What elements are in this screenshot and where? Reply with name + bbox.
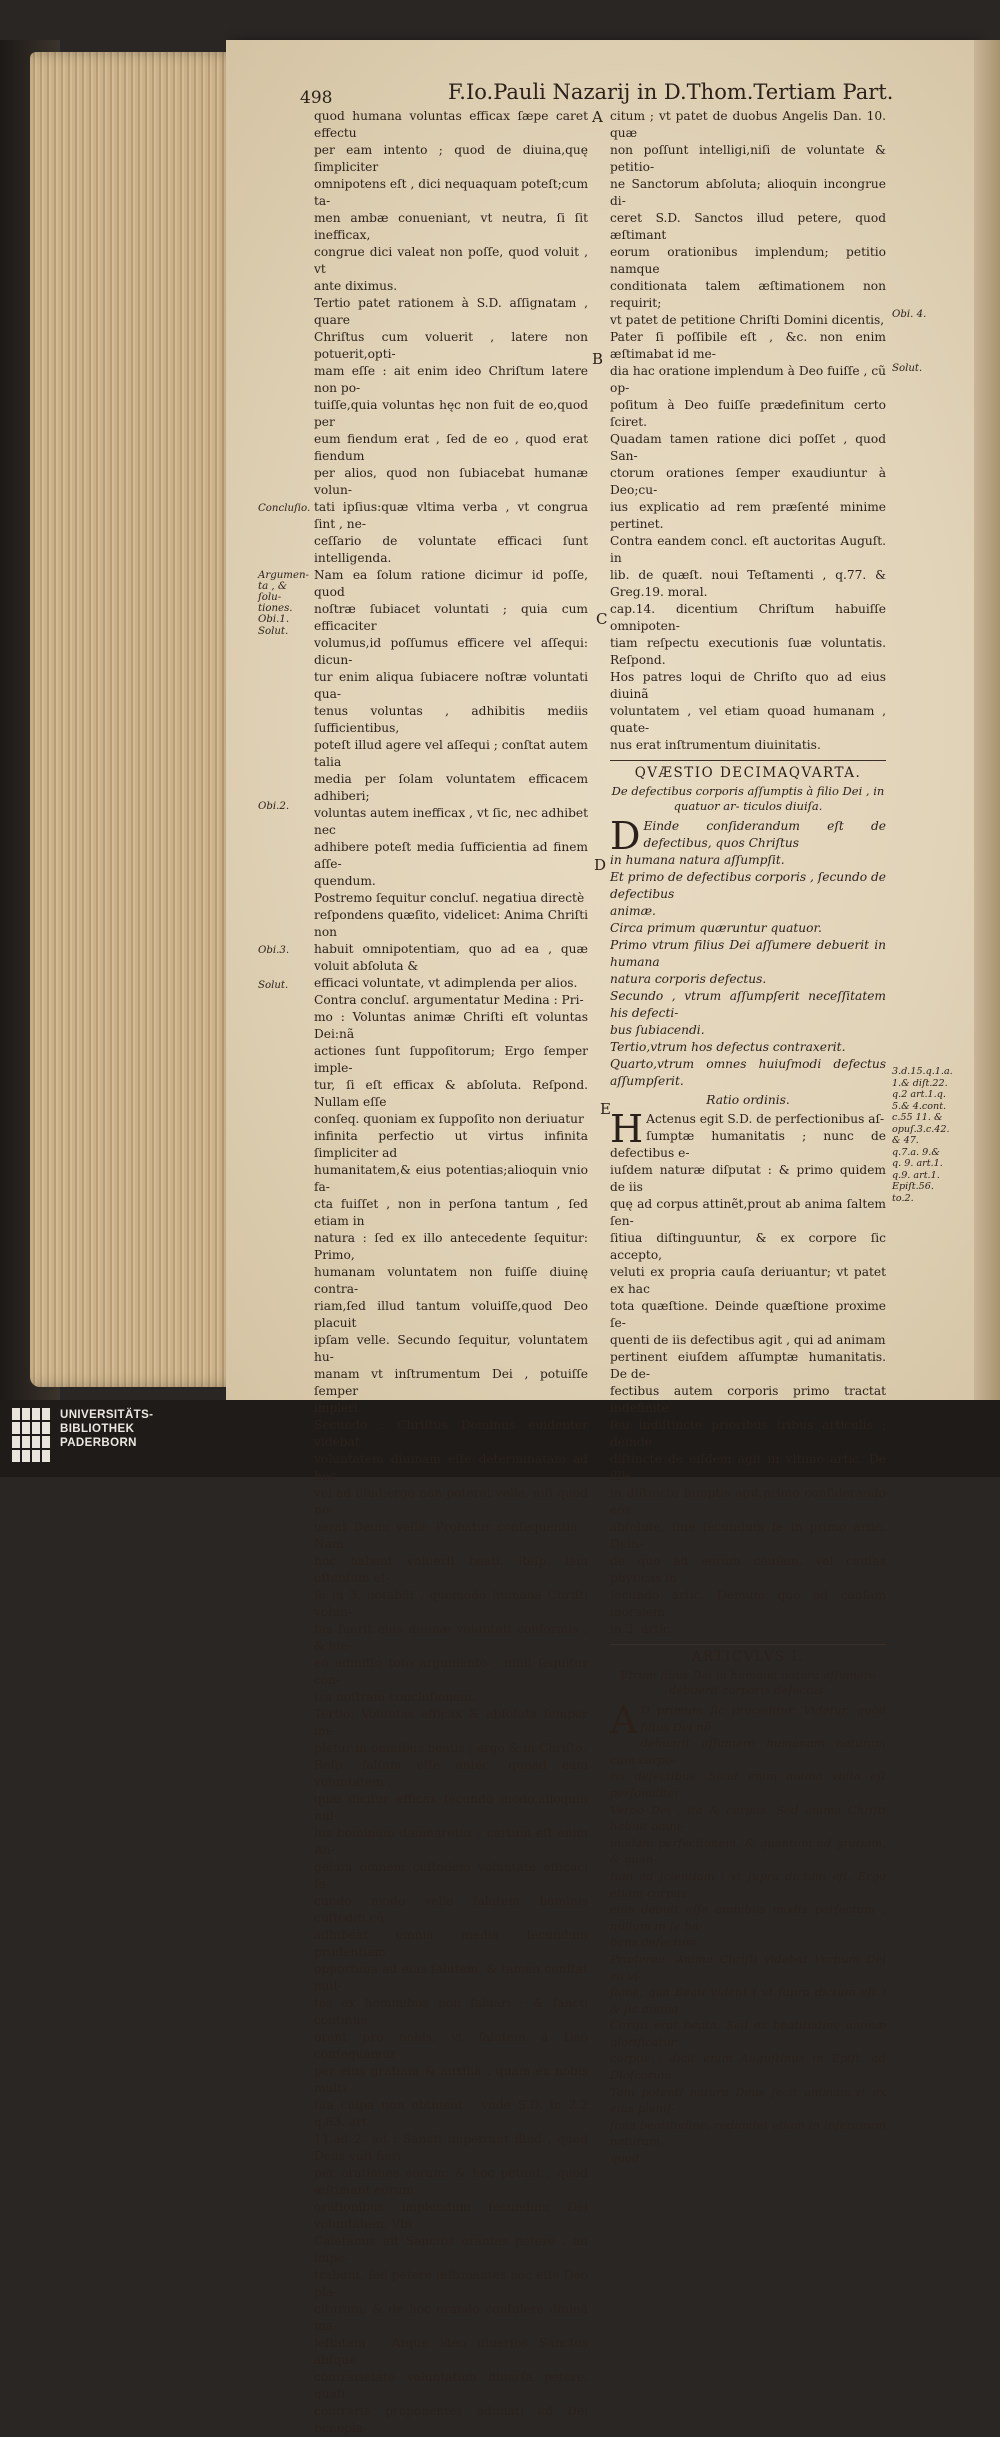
intro-line: Einde conſiderandum eſt de defectibus, quos Chriſtus (643, 819, 886, 850)
article-line: modam perfectionem, & quantum ad gratiam, & quan- (610, 1835, 886, 1867)
text-line: humanitatem,& eius potentias;alioquin vnio fa- (314, 1163, 588, 1194)
text-line: eum fiendum erat , ſed de eo , quod erat fiendum (314, 432, 588, 463)
text-line: non poſſunt intelligi,niſi de voluntate & petitio- (610, 143, 886, 174)
margin-solut1: Solut. (258, 626, 289, 637)
text-line: lus hominum damnaretur ; certum eſt enim An- (314, 1826, 588, 1857)
text-line: infinita perfectio ut virtus infinita ſimpliciter ad (314, 1129, 588, 1160)
text-line: cap.14. dicentium Chriſtum habuiſſe omnipoten- (610, 602, 886, 633)
article-line: eius debuit eſſe omnibus modis perfectum , nullum in ſe ha- (610, 1902, 886, 1933)
ratio-line: tota quæſtione. Deinde quæſtione proxime ſe- (610, 1299, 886, 1330)
ratio-line: ſeu indiſtincte prioribus tribus articulis ; deinde (610, 1418, 886, 1449)
right-column-top (610, 108, 886, 754)
left-column (314, 108, 588, 2437)
ratio-ordinis (610, 1107, 886, 1638)
ratio-line: in diſtincte ſumptis agit,primo conſiderando eos (610, 1486, 886, 1517)
section-rule (610, 760, 886, 761)
intro-line: in humana natura aſſumpſit. (610, 853, 785, 867)
text-line: nus erat inſtrumentum diuinitatis. (610, 738, 821, 752)
text-line: ieſtatem : Atque ideo diuerſos Sanctos abſque (314, 2336, 588, 2367)
article-subtitle: Vtrum filius Dei in humana natura aſſumere debuerit corporis defectus. (619, 1668, 877, 1697)
text-line: tuiſſe,quia voluntas hęc non fuit de eo,quod per (314, 398, 588, 429)
article-rule (610, 1644, 886, 1645)
text-line: ceret S.D. Sanctos illud petere, quod æſtimant (610, 211, 886, 242)
text-line: Hos patres loqui de Chriſto quo ad eius diuinã (610, 670, 886, 701)
text-line: natura : ſed ex illo antecedente ſequitur: Primo, (314, 1231, 588, 1262)
logo-line-2: BIBLIOTHEK (60, 1423, 135, 1435)
question-heading: QVÆSTIO DECIMAQVARTA. (634, 765, 862, 781)
text-line: mam eſſe : ait enim ideo Chriſtum latere non po- (314, 364, 588, 395)
article-line: Tam potenti natura Deus fecit animam,vt ex eius pleniſ- (610, 2084, 886, 2116)
text-line: Chriſtus cum voluerit , latere non potuerit,opti- (314, 330, 588, 361)
ratio-line: ſitiua diſtinguuntur, & ex corpore ſic accepto, (610, 1231, 886, 1262)
margin-conclusio: Concluſio. (258, 503, 311, 514)
article-line: ſima beatitudine, redundet etiam in inferiorem naturam, (610, 2117, 886, 2149)
text-line: vt patet de petitione Chriſti Domini dicentis, (610, 313, 885, 327)
margin-reference: 1.& diſt.22. (892, 1077, 948, 1089)
text-line: tas fuerit eius diuinæ voluntati conformis ; & ide- (314, 1622, 588, 1653)
text-line: opportuna ad eius ſalutem, & tamen conſtat mul- (314, 1962, 588, 1993)
ratio-line: abſolute, ſiue ſecundum ſe in primo artic. Dein- (610, 1520, 886, 1551)
text-line: conditionata talem æſtimationem non requirit; (610, 279, 886, 310)
text-line: dia hac oratione implendum à Deo fuiſſe , cũ op- (610, 364, 886, 395)
section-letter-b: B (592, 350, 604, 368)
text-line: uerat Deum velle: Probatur conſequentia : Nam (314, 1520, 588, 1551)
text-line: ante diximus. (314, 279, 398, 293)
text-line: tur, ſi eſt efficax & abſoluta. Reſpond. Nullam eſſe (314, 1078, 588, 1109)
text-line: tati ipſius:quæ vltima verba , vt congrua ſint , ne- (314, 500, 588, 531)
text-line: tos ex hominibus non ſaluari ; & ſancti continue (314, 1996, 588, 2027)
ratio-line: Actenus egit S.D. de perfectionibus aſ- (646, 1112, 885, 1126)
logo-line-1: UNIVERSITÄTS- (60, 1409, 154, 1421)
text-line: ipſam velle. Secundo ſequitur, voluntatem hu- (314, 1333, 588, 1364)
article-line: ris defectibus. Sicut enim anima vnita eſt perſonaliter (610, 1769, 886, 1800)
text-line: ſua culpa non obtinent : vnde S.D. in 2.2 q.83. art. (314, 2098, 588, 2129)
text-line: contraria proponentes adunati ad Dei benepla- (314, 2404, 588, 2435)
text-line: manam vt inſtrumentum Dei , potuiſſe ſemper (314, 1367, 588, 1398)
margin-reference: Epiſt.56. (892, 1181, 934, 1192)
text-line: hoc habent vniuerſi beati. Reſp. Iam oſtenſum eſ- (314, 1554, 588, 1585)
margin-obi1: Obi.1. (258, 614, 290, 625)
article-line: D primum ſic proceditur. Videtur, quod filius Dei nõ (640, 1703, 886, 1734)
ratio-line: ſecundo artic. Demum quo ad cauſam moralem (610, 1588, 886, 1619)
dropcap-a: A (610, 1698, 638, 1742)
ratio-heading: Ratio ordinis. (706, 1093, 790, 1107)
text-line: pletur in omnibus beatis ; ergo & in Chriſto. (314, 1741, 587, 1755)
intro-line: Tertio,vtrum hos defectus contraxerit. (610, 1040, 846, 1054)
text-line: orant pro nobis, vt ſalutem à Deo conſequamur (314, 2030, 588, 2061)
ratio-line: de quo ad eorum cauſam, vel cauſas phyſicas in (610, 1554, 886, 1585)
text-line: habuit omnipotentiam, quo ad ea , quæ voluit abſoluta & (314, 942, 588, 973)
ratio-line: quenti de iis defectibus agit , qui ad animam (610, 1333, 886, 1347)
text-line: per eius gratiam & auxilia , quam ex nobis multi (314, 2064, 588, 2095)
margin-obi3: Obi.3. (258, 945, 290, 956)
intro-line: animæ. (610, 904, 656, 918)
text-line: tur enim aliqua ſubiacere noſtræ voluntati qua- (314, 670, 588, 701)
margin-references (892, 1066, 972, 1204)
text-line: reſpondens quæſito, videlicet: Anima Chriſti non (314, 908, 588, 939)
text-line: orationibus implendum ſecundum Dei voluntatem. Vbi (314, 2200, 588, 2231)
ratio-line: iuſdem naturæ diſputat : & primo quidem de iis (610, 1163, 886, 1194)
text-line: conſeq. quoniam ex ſuppoſito non deriuatur (314, 1112, 584, 1126)
text-line: Postremo ſequitur concluſ. negatiua directè (314, 891, 585, 905)
page-block-edge (30, 52, 240, 1387)
margin-obi2: Obi.2. (258, 801, 290, 812)
margin-reference: q.2 art.1.q. (892, 1089, 946, 1100)
text-line: quod humana voluntas efficax ſæpe caret effectu (314, 109, 588, 140)
margin-reference: c.55 11. & (892, 1112, 943, 1123)
text-line: tenus voluntas , adhibitis mediis ſufficientibus, (314, 704, 588, 735)
intro-line: natura corporis defectus. (610, 972, 767, 986)
margin-solut3: Solut. (258, 980, 289, 991)
text-line: Tertio: Voluntas efficax & abſoluta ſemper im- (314, 1707, 588, 1738)
text-line: ius explicatio ad rem præſenté minime pertinet. (610, 500, 886, 531)
intro-line: Quarto,vtrum omnes huiuſmodi defectus aſſumpſerit. (610, 1057, 886, 1088)
page-number: 498 (300, 88, 333, 108)
text-line: media per ſolam voluntatem efficacem adhiberi; (314, 772, 588, 803)
text-line: quæ dicitur efficax ſecundo modo,alioquin nul- (314, 1792, 588, 1823)
text-line: congrue dici valeat non poſſe, quod voluit , vt (314, 245, 588, 276)
text-line: tra noſtram concluſionem. (314, 1690, 476, 1704)
text-line: Pater ſi poſſibile eſt , &c. non enim æſtimabat id me- (610, 330, 886, 361)
text-line: voluntas autem inefficax , vt ſic, nec adhibet nec (314, 806, 588, 837)
article-line: bens defectum. (610, 1935, 701, 1950)
text-line: men ambæ conueniant, vt neutra, ſi ſit inefficax, (314, 211, 588, 242)
ratio-line: ſumptæ humanitatis ; nunc de defectibus e- (610, 1129, 886, 1160)
margin-reference: 5.& 4.cont. (892, 1100, 947, 1112)
text-line: Reſp. falſum eſſe antec. quoad eam voluntatem , (314, 1758, 588, 1789)
text-line: omnipotens eſt , dici nequaquam poteſt;cum ta- (314, 177, 588, 208)
library-logo-text (60, 1408, 153, 1450)
question-intro-lines (610, 814, 886, 1090)
margin-reference: 3.d.15.q.1.a. (892, 1066, 953, 1077)
text-line: ctorum orationes ſemper exaudiuntur à Deo;cu- (610, 466, 886, 497)
intro-line: Circa primum quæruntur quatuor. (610, 921, 822, 935)
intro-line: Et primo de defectibus corporis , ſecundo de defectibus (610, 870, 886, 901)
text-line: noſtræ ſubiacet voluntati ; quia cum efficaciter (314, 602, 588, 633)
text-line: trabunt, ſed petere æſtimantes hoc eſſe Deo pla- (314, 2268, 588, 2299)
section-letter-a: A (592, 108, 603, 126)
ratio-line: veluti ex propria cauſa deriuantur; vt patet ex hac (610, 1265, 886, 1296)
text-line: volumus,id poſſumus efficere vel aſſequi: dicun- (314, 636, 588, 667)
dropcap-h: H (610, 1107, 644, 1151)
margin-reference: q.9. art.1. (892, 1169, 940, 1181)
article-heading: ARTICVLVS I. (691, 1649, 805, 1665)
text-line: eo admiſſo toto argumento , nihil ſequitur con- (314, 1656, 588, 1687)
article-line: corpus : dicit enim Auguſtinus in Epiſt. ad Dioſcorum. (610, 2051, 886, 2083)
text-line: efficaci voluntate, vt adimplenda per alios. (314, 976, 578, 990)
text-line: voluntatem , vel etiam quoad humanam , quate- (610, 704, 886, 735)
text-line: per eam intento ; quod de diuina,quę ſimpliciter (314, 143, 588, 174)
right-column (610, 108, 886, 2167)
text-line: per orationes eorum: & hoc petunt , quod æſtimant eorum (314, 2166, 588, 2197)
margin-reference: q. 9. art.1. (892, 1158, 943, 1169)
ratio-line: pertinent eiuſdem aſſumptæ humanitatis. De de- (610, 1350, 886, 1381)
margin-reference: q.7.a. 9.& (892, 1146, 940, 1158)
intro-line: bus ſubiacendi. (610, 1023, 705, 1037)
text-line: cta fuiſſet , non in perſona tantum , ſed etiam in (314, 1197, 588, 1228)
text-line: Secundo : Chriſtus Dominus euidenter videbat (314, 1418, 588, 1449)
ratio-line: quę ad corpus attinẽt,prout ab anima ſaltem ſen- (610, 1197, 886, 1228)
text-line: Caietanus ait Sanctos orantes petere , an impe- (314, 2234, 588, 2265)
question-subtitle: De defectibus corporis aſſumptis à filio Dei , in quatuor ar- ticulos diuiſa. (611, 784, 885, 813)
article-body (610, 1698, 886, 2167)
margin-argumenta: Argumen- ta , & ſolu- tiones. (258, 570, 310, 614)
article-lines (610, 1698, 886, 2167)
section-letter-e: E (600, 1100, 611, 1118)
dropcap-d: D (610, 814, 641, 858)
text-line: Tertio patet rationem à S.D. aſſignatam , quare (314, 296, 588, 327)
article-line: Præterea: Anima Chriſti videbat Verbum Dei ea vi- (610, 1951, 886, 1983)
article-line: debuerit aſſumere humanam naturam cum corpo- (610, 1736, 886, 1767)
text-line: lib. de quæſt. noui Teſtamenti , q.77. & Greg.19. moral. (610, 568, 886, 599)
text-line: ſe in 3. notabili , quomodo humana Chriſti volun- (314, 1588, 588, 1619)
text-line: riam,ſed illud tantum voluiſſe,quod Deo placuit (314, 1299, 588, 1330)
article-line: quod (610, 2151, 640, 2166)
text-line: eorum orationibus implendum; petitio namque (610, 245, 886, 276)
text-line: Contra concluſ. argumentatur Medina : Pri- (314, 993, 584, 1007)
ratio-line: diſtincte de eiſdem agit in vltimo artic. De illis (610, 1452, 886, 1483)
facing-page-edge (974, 40, 1000, 1400)
text-line: 11.ad 2. ait : Sancti impetrant illud , quod Deus vult fieri (314, 2132, 588, 2163)
text-line: vel ad illud;ergo non poterat velle, niſi quod no- (314, 1486, 588, 1517)
margin-reference: & 47. (892, 1135, 919, 1146)
running-title: F.Io.Pauli Nazarij in D.Thom.Tertiam Part. (448, 80, 894, 104)
article-line: ſione, qua Beati vident ( vt ſupra dictum eſt ) & ſic anima (610, 1985, 886, 2016)
text-line: adhibeat omnia media ſecundum prudentiam (314, 1928, 588, 1959)
margin-reference: opuſ.3.c.42. (892, 1123, 950, 1135)
text-line: gelum omnem cuſtodem voluntate efficaci ſe- (314, 1860, 588, 1891)
text-line: poteſt illud agere vel aſſequi ; conſtat autem talia (314, 738, 588, 769)
text-line: contrarietate voluntatum diuerſa petere, quaſi (314, 2370, 588, 2401)
text-line: adhibere poteſt media ſufficientia ad finem aſſe- (314, 840, 588, 871)
ratio-lines (610, 1107, 886, 1638)
library-logo-mark (12, 1408, 54, 1466)
section-letter-d: D (594, 856, 607, 874)
article-line: Verbo Dei , ita & corpus. Sed anima Chriſti habuit omni- (610, 1802, 886, 1834)
text-line: citurum, & de hoc orando conſulere diuinã ma- (314, 2302, 588, 2333)
text-line: cundo modo velle ſalutem hominis cuſtoditi,cũ (314, 1894, 588, 1925)
text-line: Nam ea ſolum ratione dicimur id poſſe, quod (314, 568, 588, 599)
library-logo (12, 1408, 153, 1466)
text-line: citum ; vt patet de duobus Angelis Dan. 10. quæ (610, 109, 886, 140)
text-line: ne Sanctorum abſoluta; alioquin incongrue di- (610, 177, 886, 208)
article-line: tum ad ſcientiam : vt ſupra dictum eſt. Ergo etiam corpus (610, 1868, 886, 1900)
text-line: ceſſario de voluntate efficaci ſunt intelligenda. (314, 534, 588, 565)
logo-line-3: PADERBORN (60, 1437, 137, 1449)
text-line: Contra eandem concl. eſt auctoritas Auguſt. in (610, 534, 886, 565)
text-line: quendum. (314, 874, 376, 888)
ratio-line: in 3. artic. (610, 1622, 674, 1636)
intro-line: Primo vtrum filius Dei aſſumere debuerit in humana (610, 938, 886, 969)
intro-line: Secundo , vtrum aſſumpſerit neceſſitatem his defecti- (610, 989, 886, 1020)
text-line: tiam reſpectu executionis ſuæ voluntatis. Reſpond. (610, 636, 886, 667)
ratio-line: fectibus autem corporis primo tractat indefinite (610, 1384, 886, 1415)
section-letter-c: C (596, 610, 608, 628)
text-line: impleri. (314, 1401, 362, 1415)
text-line: per alios, quod non ſubiacebat humanæ volun- (314, 466, 588, 497)
margin-reference: to.2. (892, 1192, 914, 1204)
margin-solut4: Solut. (892, 363, 923, 374)
text-line: poſitum à Deo fuiſſe prædefinitum certo ſciret. (610, 398, 886, 429)
text-line: voluntatem diuinam eſſe determinatam ad hoc (314, 1452, 588, 1483)
text-line: Quadam tamen ratione dici poſſet , quod San- (610, 432, 886, 463)
margin-obi4: Obi. 4. (892, 309, 927, 320)
article-line: Chriſti erat beata. Sed ex beatitudine animæ glorificatur (610, 2018, 886, 2049)
text-line: mo : Voluntas animæ Chriſti eſt voluntas Dei:nã (314, 1010, 588, 1041)
text-line: humanam voluntatem non fuiſſe diuinę contra- (314, 1265, 588, 1296)
text-line: actiones ſunt ſuppoſitorum; Ergo ſemper imple- (314, 1044, 588, 1075)
question-intro (610, 814, 886, 1090)
